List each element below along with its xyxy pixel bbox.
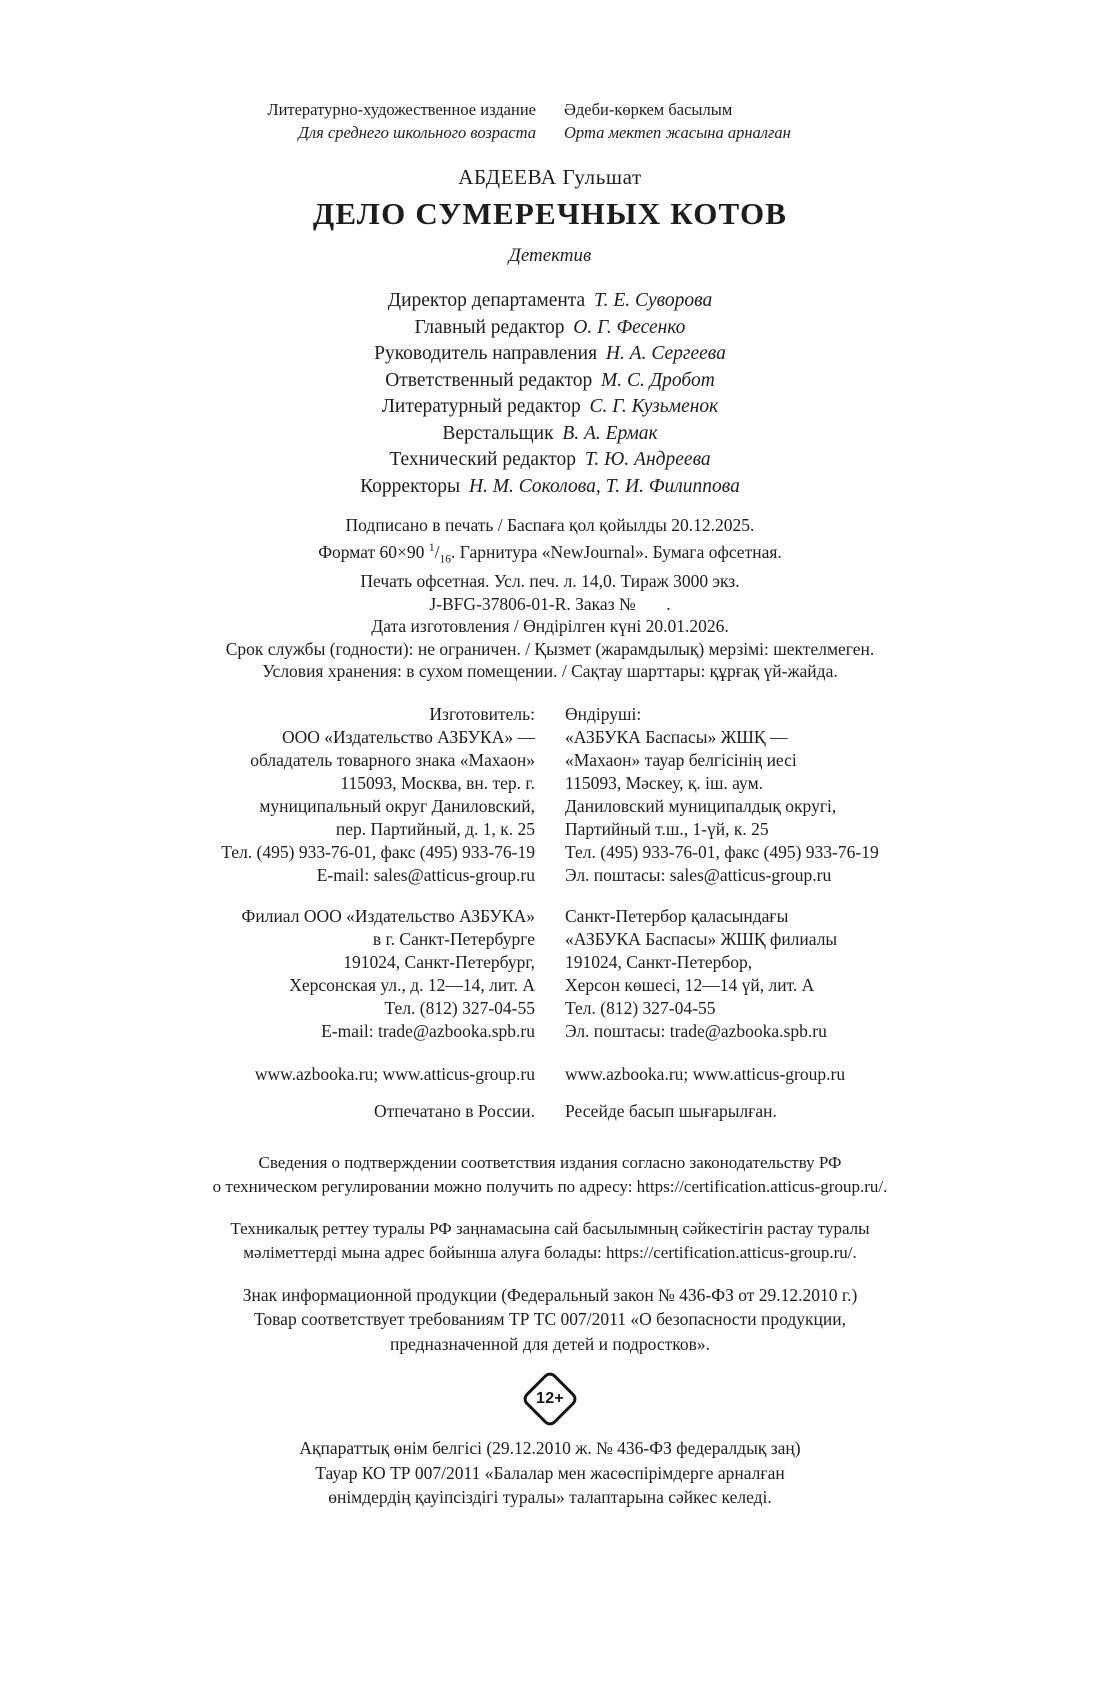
- text-line: өнімдердің қауіпсіздігі туралы» талаптарына сәйкес келеді.: [328, 1487, 772, 1508]
- producer-ru: [25, 703, 550, 887]
- producer-kz: [550, 703, 1075, 887]
- printed-in-kz: Ресейде басып шығарылған.: [565, 1100, 777, 1121]
- staff-name: О. Г. Фесенко: [573, 316, 686, 338]
- imprint-storage-conditions: Условия хранения: в сухом помещении. / Сақтау шарттары: құрғақ үй-жайда.: [262, 661, 838, 682]
- text-line: 115093, Москва, вн. тер. г.: [340, 772, 535, 793]
- edition-note-kz: [550, 98, 1075, 144]
- text-line: в г. Санкт-Петербурге: [372, 928, 535, 949]
- certification-notice-ru: [25, 1151, 1075, 1199]
- text-line: 191024, Санкт-Петербор,: [565, 951, 753, 972]
- imprint-order-number: J-BFG-37806-01-R. Заказ № .: [429, 593, 671, 614]
- staff-name: Н. М. Соколова, Т. И. Филиппова: [468, 475, 740, 497]
- age-badge-label: 12+: [535, 1390, 565, 1408]
- age-badge-wrap: [25, 1378, 1075, 1420]
- info-sign-ru: [25, 1283, 1075, 1357]
- producer-email-ru: E-mail: sales@atticus-group.ru: [316, 864, 535, 885]
- text-line: Партийный т.ш., 1-үй, к. 25: [565, 818, 769, 839]
- info-sign-kz: [25, 1436, 1075, 1510]
- websites-ru: www.azbooka.ru; www.atticus-group.ru: [254, 1063, 535, 1084]
- text-line: Даниловский муниципалдық округі,: [565, 795, 837, 816]
- edition-header: [25, 98, 1075, 144]
- edition-note-ru: [25, 98, 550, 144]
- author-name: АБДЕЕВА Гульшат: [458, 165, 642, 189]
- staff-name: М. С. Дробот: [601, 369, 715, 391]
- imprint-print-run: Печать офсетная. Усл. печ. л. 14,0. Тираж 3000 экз.: [360, 571, 740, 592]
- genre-label: Детектив: [508, 245, 592, 266]
- branch-ru: [25, 905, 550, 1043]
- staff-row: [25, 341, 1075, 368]
- text-line: Тел. (495) 933-76-01, факс (495) 933-76-19: [221, 841, 535, 862]
- text-line: «АЗБУКА Баспасы» ЖШҚ филиалы: [565, 928, 838, 949]
- text-line: Знак информационной продукции (Федеральный закон № 436-ФЗ от 29.12.2010 г.): [242, 1284, 858, 1305]
- staff-row: [25, 315, 1075, 342]
- text-line: муниципальный округ Даниловский,: [259, 795, 535, 816]
- text-line: Изготовитель:: [429, 703, 535, 724]
- text-line: Тел. (812) 327-04-55: [565, 997, 716, 1018]
- text-line: Ақпараттық өнім белгісі (29.12.2010 ж. № 436-ФЗ федералдық заң): [299, 1438, 801, 1459]
- branch-section: [25, 905, 1075, 1043]
- age-badge-12plus: [520, 1370, 579, 1429]
- staff-name: С. Г. Кузьменок: [589, 396, 719, 417]
- text-line: Сведения о подтверждении соответствия издания согласно законодательству РФ: [258, 1152, 842, 1172]
- text-line: Товар соответствует требованиям ТР ТС 007/2011 «О безопасности продукции,: [254, 1309, 846, 1330]
- text-line: обладатель товарного знака «Махаон»: [250, 749, 535, 770]
- producer-section: [25, 703, 1075, 887]
- text-line: «АЗБУКА Баспасы» ЖШҚ —: [565, 726, 788, 747]
- staff-name: Т. Ю. Андреева: [584, 449, 711, 470]
- edition-type-kz: Әдеби-көркем басылым: [564, 100, 733, 119]
- edition-audience-ru: Для среднего школьного возраста: [298, 123, 536, 142]
- staff-row: [25, 421, 1075, 448]
- text-line: Филиал ООО «Издательство АЗБУКА»: [241, 905, 535, 926]
- text-line: предназначенной для детей и подростков».: [389, 1333, 711, 1354]
- staff-role: Технический редактор: [389, 449, 577, 470]
- staff-role: Корректоры: [360, 475, 461, 497]
- text-line: Техникалық реттеу туралы РФ заңнамасына сай басылымның сәйкестігін растау туралы: [230, 1218, 870, 1238]
- certification-url-ru: о техническом регулировании можно получить по адресу: https://certification.atticus-group.ru/.: [212, 1176, 888, 1196]
- imprint-manufacture-date: Дата изготовления / Өндірілген күні 20.01.2026.: [371, 616, 729, 637]
- text-line: Тауар КО ТР 007/2011 «Балалар мен жасөспірімдерге арналған: [315, 1462, 785, 1483]
- staff-role: Ответственный редактор: [385, 369, 593, 391]
- producer-email-kz: Эл. поштасы: sales@atticus-group.ru: [565, 864, 832, 885]
- websites-row: [25, 1063, 1075, 1086]
- staff-row: [25, 474, 1075, 501]
- colophon-page: [25, 0, 1075, 1510]
- staff-name: Т. Е. Суворова: [593, 290, 713, 311]
- text-line: 191024, Санкт-Петербург,: [343, 951, 535, 972]
- imprint-format-line: Формат 60×90 $^1/_{16}$. Гарнитура «NewJournal». Бумага офсетная.: [318, 541, 782, 565]
- format-denominator: 16: [439, 552, 452, 565]
- staff-row: [25, 288, 1075, 315]
- staff-row: [25, 368, 1075, 395]
- imprint-service-life: Срок службы (годности): не ограничен. / Қызмет (жарамдылық) мерзімі: шектелмеген.: [225, 638, 875, 659]
- branch-email-kz: Эл. поштасы: trade@azbooka.spb.ru: [565, 1020, 827, 1041]
- printed-row: [25, 1100, 1075, 1123]
- staff-role: Руководитель направления: [374, 343, 598, 364]
- text-line: Херсон көшесі, 12—14 үй, лит. А: [565, 974, 815, 995]
- imprint-signed-date: Подписано в печать / Баспаға қол қойылды 20.12.2025.: [345, 515, 755, 535]
- text-line: Өндіруші:: [565, 703, 642, 724]
- text-line: 115093, Мәскеу, қ. іш. аум.: [565, 772, 764, 793]
- staff-row: [25, 447, 1075, 474]
- certification-notice-kz: [25, 1217, 1075, 1265]
- certification-url-kz: мәліметтерді мына адрес бойынша алуға болады: https://certification.atticus-group.ru/.: [243, 1242, 857, 1262]
- staff-role: Главный редактор: [414, 316, 565, 338]
- staff-list: [25, 288, 1075, 500]
- staff-row: [25, 394, 1075, 421]
- branch-kz: [550, 905, 1075, 1043]
- staff-name: Н. А. Сергеева: [605, 343, 726, 364]
- text-line: Санкт-Петербор қаласындағы: [565, 905, 789, 926]
- staff-role: Директор департамента: [387, 290, 586, 311]
- staff-name: В. А. Ермак: [562, 422, 658, 444]
- format-numerator: 1: [428, 541, 435, 554]
- websites-kz: www.azbooka.ru; www.atticus-group.ru: [565, 1063, 846, 1084]
- text-line: Тел. (495) 933-76-01, факс (495) 933-76-19: [565, 841, 879, 862]
- branch-email-ru: E-mail: trade@azbooka.spb.ru: [321, 1020, 535, 1041]
- text-line: ООО «Издательство АЗБУКА» —: [281, 726, 535, 747]
- text-line: «Махаон» тауар белгісінің иесі: [565, 749, 797, 770]
- edition-type-ru: Литературно-художественное издание: [267, 100, 536, 119]
- book-title: ДЕЛО СУМЕРЕЧНЫХ КОТОВ: [312, 196, 788, 231]
- text-line: Херсонская ул., д. 12—14, лит. А: [289, 974, 535, 995]
- imprint-block: [25, 514, 1075, 683]
- staff-role: Литературный редактор: [381, 396, 581, 417]
- staff-role: Верстальщик: [442, 422, 554, 444]
- printed-in-ru: Отпечатано в России.: [374, 1100, 535, 1121]
- edition-audience-kz: Орта мектеп жасына арналған: [564, 123, 791, 142]
- text-line: Тел. (812) 327-04-55: [384, 997, 535, 1018]
- text-line: пер. Партийный, д. 1, к. 25: [335, 818, 535, 839]
